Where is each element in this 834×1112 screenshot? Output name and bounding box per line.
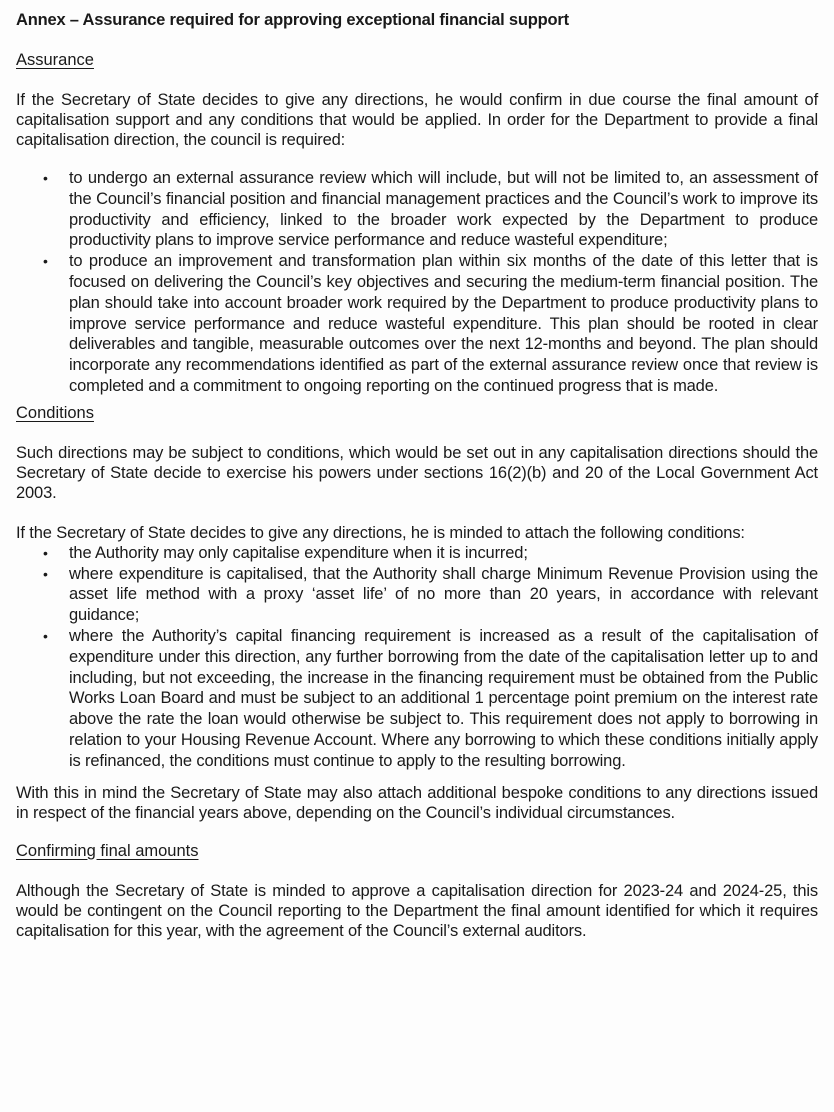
bullet-icon: • (43, 627, 48, 644)
list-item (16, 543, 818, 564)
assurance-requirements-list (16, 168, 818, 397)
list-item-text: where the Authority’s capital financing requirement is increased as a result of the capitalisation of expenditure under this direction, any further borrowing from the date of the capitalisation letter up to and including, but not exceeding, the increase in the financing requirement must be obtained from the Public Works Loan Board and must be subject to an additional 1 percentage point premium on the interest rate above the rate the loan would otherwise be subject to. This requirement does not apply to borrowing in relation to your Housing Revenue Account. Where any borrowing to which these conditions initially apply is refinanced, the conditions must continue to apply to the resulting borrowing. (69, 626, 818, 770)
bullet-icon: • (43, 565, 48, 582)
confirming-paragraph: Although the Secretary of State is minded to approve a capitalisation direction for 2023-24 and 2024-25, this would be contingent on the Council reporting to the Department the final amount identified for which it requires capitalisation for this year, with the agreement of the Council’s external auditors. (16, 881, 818, 940)
section-heading-conditions: Conditions (16, 403, 94, 422)
conditions-list (16, 543, 818, 772)
section-heading-assurance: Assurance (16, 51, 94, 69)
conditions-paragraph-1: Such directions may be subject to conditions, which would be set out in any capitalisation directions should the Secretary of State decide to exercise his powers under sections 16(2)(b) and 20 of the Local Government Act 2003. (16, 443, 818, 502)
list-item (16, 251, 818, 397)
list-item (16, 564, 818, 626)
list-item-text: where expenditure is capitalised, that the Authority shall charge Minimum Revenue Provision using the asset life method with a proxy ‘asset life’ of no more than 20 years, in accordance with relevant guidance; (69, 564, 818, 625)
assurance-intro-paragraph: If the Secretary of State decides to give any directions, he would confirm in due course the final amount of capitalisation support and any conditions that would be applied. In order for the Department to provide a final capitalisation direction, the council is required: (16, 91, 818, 149)
page-title: Annex – Assurance required for approving exceptional financial support (16, 11, 569, 29)
conditions-paragraph-3: With this in mind the Secretary of State may also attach additional bespoke conditions to any directions issued in respect of the financial years above, depending on the Council’s individual circumstances. (16, 783, 818, 822)
list-item-text: the Authority may only capitalise expenditure when it is incurred; (69, 543, 528, 562)
conditions-paragraph-2: If the Secretary of State decides to give any directions, he is minded to attach the following conditions: (16, 523, 745, 542)
section-heading-confirming-final-amounts: Confirming final amounts (16, 841, 199, 860)
list-item-text: to produce an improvement and transformation plan within six months of the date of this letter that is focused on delivering the Council’s key objectives and securing the medium-term financial position. The plan should take into account broader work required by the Department to produce productivity plans to improve service performance and reduce wasteful expenditure. This plan should be rooted in clear deliverables and tangible, measurable outcomes over the next 12-months and beyond. The plan should incorporate any recommendations identified as part of the external assurance review once that review is completed and a commitment to ongoing reporting on the continued progress that is made. (69, 252, 818, 395)
list-item (16, 168, 818, 251)
bullet-icon: • (43, 253, 48, 270)
bullet-icon: • (43, 170, 48, 186)
bullet-icon: • (43, 544, 48, 561)
list-item (16, 626, 818, 772)
list-item-text: to undergo an external assurance review which will include, but will not be limited to, an assessment of the Council’s financial position and financial management practices and the Council’s work to improve its productivity and efficiency, linked to the broader work expected by the Department to produce productivity plans to improve service performance and reduce wasteful expenditure; (69, 169, 818, 250)
